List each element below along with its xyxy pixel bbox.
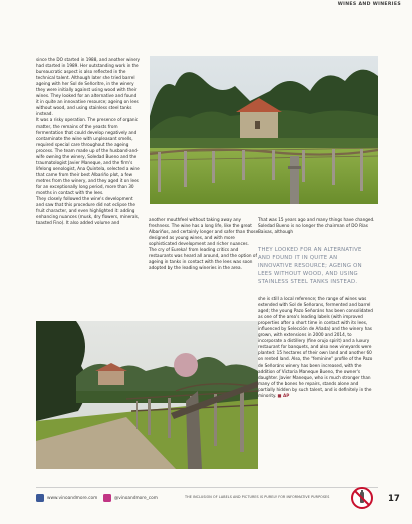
article-paragraph: That was 15 years ago and many things have changed. Soledad Bueno is no longer the chairman of DO Rías Baixas, although — [258, 217, 375, 235]
article-text: she is still a local reference; the range of wines was extended with Sol de Señorans, fermented and barrel aged; the young Pazo Señoráns has been consolidated as one of the area's leading labels (with improved properties after a short time in contact with its lees, influenced by Selección de Añada) and the winery has grown, with extensions in 2000 and 2014, to incorporate a distillery (fine orujo spirit) and a luxury restaurant for banquets, and also new vineyards were planted: 15 hectares of their own land and another 60 on rented land. Also, the "feminine" profile of the Pazo de Señoráns winery has been increased, with the addition of Victoria Maneque Bueno, the owner's daughter. Javier Maneque, who is much stronger than many of the bones he repairs, stands alone and partially hidden by such talent, and is definitely in the minority. — [258, 296, 373, 398]
instagram-icon — [103, 494, 111, 502]
facebook-icon — [36, 494, 44, 502]
instagram-handle: @vinoandmore_com — [114, 495, 158, 501]
section-label: WINES AND WINERIES — [337, 2, 401, 7]
article-column-3-top — [258, 217, 376, 235]
article-column-3-bottom — [258, 296, 376, 399]
article-paragraph: It was a risky operation. The presence of organic matter, the remains of the yeasts from fermentation that could develop negatively and contaminate the wine with unpleasant smells, required special care throughout the ageing process. The team made up of the husband-and-wife owning the winery, Soledad Bueno and the traumatologist Javier Maneque, and the firm's lifelong oenologist, Ana Quintela, selected a wine that came from their best Albariño plot, a few metres from the winery, and they aged it on lees for an exceptionally long period, more than 30 months in contact with the lees. — [36, 117, 140, 196]
author-initials: AP — [282, 392, 290, 398]
article-column-1 — [36, 57, 140, 226]
facebook-handle: www.vinoandmore.com — [47, 495, 98, 501]
article-paragraph: The cry of Eureka! from leading critics and restaurants was heard all around, and the option of ageing in tanks in contact with the lees was soon adopted by the leading wineries in the area. — [149, 247, 257, 271]
article-paragraph — [258, 296, 376, 399]
footer-divider — [36, 487, 378, 488]
article-paragraph: another mouthfeel without taking away any freshness. The wine has a long life, like the great Albariños, and certainly longer and safer than those designed as young wines, and with more sophisticated development and richer nuances. — [149, 217, 259, 247]
author-signoff: ■ AP — [277, 392, 290, 398]
page-number: 17 — [388, 494, 400, 504]
vineyard-manor-photo — [150, 56, 378, 204]
article-paragraph: since the DO started in 1988, and another winery had started in 1989. Her outstanding work in the bureaucratic aspect is also reflected in the technical talent. Although later she tried barrel ageing with her Sol de Señorítre, in the winery they were initially against using wood with their wines. They looked for an alternative and found it in quite an innovative resource; ageing on lees without wood, and using stainless steel tanks instead. — [36, 57, 140, 117]
no-alcohol-icon — [351, 487, 373, 509]
vineyard-rows-photo — [36, 321, 258, 469]
pull-quote: THEY LOOKED FOR AN ALTERNATIVE AND FOUND IT IN QUITE AN INNOVATIVE RESOURCE; AGEING ON LEES WITHOUT WOOD, AND USING STAINLESS STEEL TANKS INSTEAD. — [258, 247, 362, 285]
instagram-link[interactable] — [103, 494, 158, 502]
facebook-link[interactable] — [36, 494, 97, 502]
image-disclaimer: THE INCLUSION OF LABELS AND PICTURES IS PURELY FOR INFORMATIVE PURPOSES — [185, 495, 330, 499]
article-paragraph: They closely followed the wine's development and saw that this procedure did not eclipse the fruit character, and even highlighted it: adding enhancing nuances (musk, dry flowers, minerals, toasted Fino). It also added volume and — [36, 196, 140, 226]
article-column-2 — [149, 217, 261, 271]
